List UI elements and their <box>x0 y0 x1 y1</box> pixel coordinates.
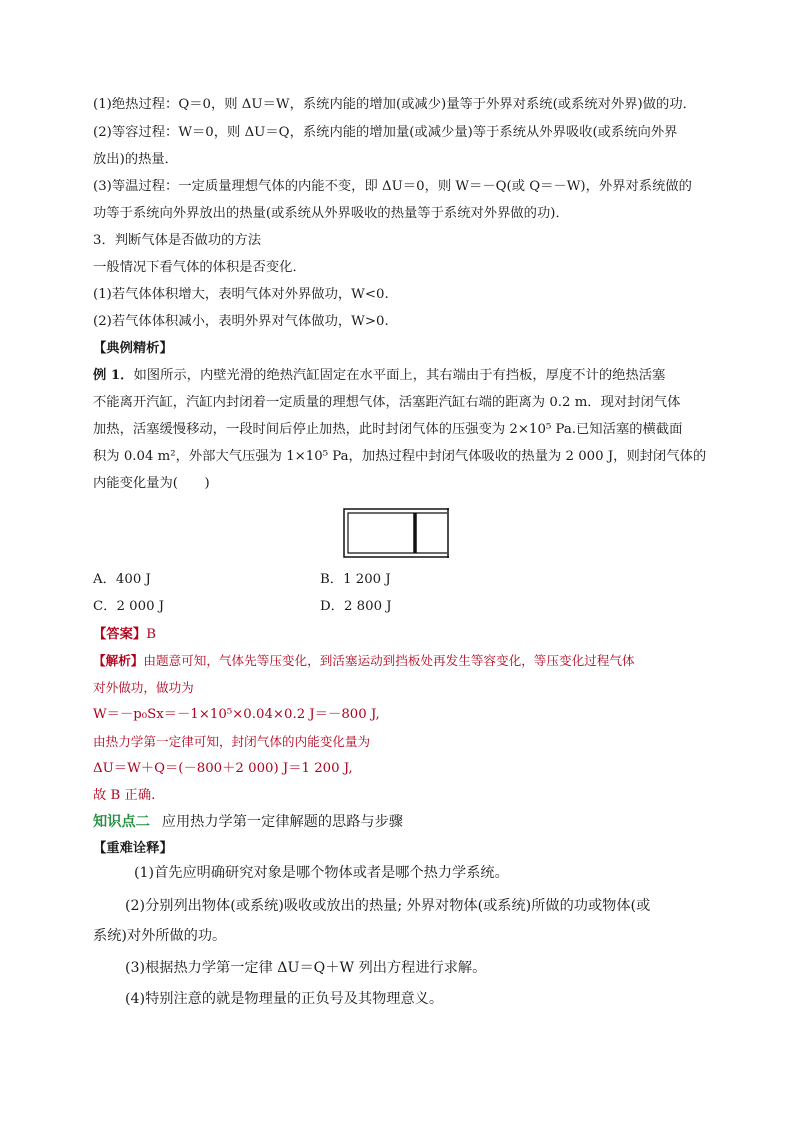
answer-value: B <box>146 627 156 642</box>
cylinder-outer-wall <box>344 509 449 557</box>
analysis-energy-formula: ΔU＝W＋Q＝(－800＋2 000) J＝1 200 J, <box>93 761 353 776</box>
cylinder-piston-figure <box>343 508 449 558</box>
answer-line <box>93 625 704 645</box>
analysis-work-formula: W＝－p₀Sx＝－1×10⁵×0.04×0.2 J＝－800 J, <box>93 707 380 722</box>
answer-label: 【答案】 <box>93 627 147 642</box>
adiabatic-process-text: (1)绝热过程：Q＝0，则 ΔU＝W，系统内能的增加(或减少)量等于外界对系统(或系统对外界)做的功． <box>93 97 696 112</box>
option-b: B．1 200 J <box>320 572 391 587</box>
example-question-line-5: 内能变化量为( ) <box>93 476 210 491</box>
section-2-title: 应用热力学第一定律解题的思路与步骤 <box>161 814 403 830</box>
volume-increase-text: (1)若气体体积增大，表明气体对外界做功，W<0. <box>93 287 389 302</box>
step-4: (4)特别注意的就是物理量的正负号及其物理意义。 <box>125 991 444 1007</box>
analysis-conclusion: 故 B 正确. <box>93 788 156 803</box>
step-3: (3)根据热力学第一定律 ΔU＝Q＋W 列出方程进行求解。 <box>125 960 487 976</box>
volume-decrease-text: (2)若气体体积减小，表明外界对气体做功，W>0. <box>93 314 389 329</box>
section-2-label: 知识点二 <box>93 814 150 830</box>
step-1: (1)首先应明确研究对象是哪个物体或者是哪个热力学系统。 <box>134 865 509 881</box>
example-label: 例 1． <box>93 368 134 383</box>
option-c: C．2 000 J <box>93 599 165 614</box>
example-question-line-3: 加热，活塞缓慢移动，一段时间后停止加热，此时封闭气体的压强变为 2×10⁵ Pa.已知活塞的横截面 <box>93 422 683 437</box>
key-points-header: 【重难诠释】 <box>93 841 173 856</box>
method-heading: 3．判断气体是否做功的方法 <box>93 233 262 248</box>
isothermal-process-text-1: (3)等温过程：一定质量理想气体的内能不变，即 ΔU＝0，则 W＝－Q(或 Q＝－W)，外界对系统做的 <box>93 179 692 194</box>
step-2-line-1: (2)分别列出物体(或系统)吸收或放出的热量; 外界对物体(或系统)所做的功或物体(或 <box>125 898 651 914</box>
example-question-line-4: 积为 0.04 m²，外部大气压强为 1×10⁵ Pa，加热过程中封闭气体吸收的热量为 2 000 J，则封闭气体的 <box>93 449 707 464</box>
step-2-line-2: 系统)对外所做的功。 <box>93 928 227 944</box>
analysis-text-1: 由题意可知，气体先等压变化，到活塞运动到挡板处再发生等容变化，等压变化过程气体 <box>143 653 635 668</box>
analysis-label: 【解析】 <box>93 653 144 668</box>
option-d: D．2 800 J <box>320 599 392 614</box>
example-question-line-1 <box>93 366 704 386</box>
example-question-line-2: 不能离开汽缸，汽缸内封闭着一定质量的理想气体，活塞距汽缸右端的距离为 0.2 m．现对封闭气体 <box>93 395 681 410</box>
isothermal-process-text-2: 功等于系统向外界放出的热量(或系统从外界吸收的热量等于系统对外界做的功)． <box>93 206 569 221</box>
section-2-heading <box>93 812 704 832</box>
isochoric-process-text-1: (2)等容过程：W＝0，则 ΔU＝Q，系统内能的增加量(或减少量)等于系统从外界吸收(或系统向外界 <box>93 125 678 140</box>
isochoric-process-text-2: 放出)的热量． <box>93 152 178 167</box>
example-header: 【典例精析】 <box>93 341 173 356</box>
method-intro: 一般情况下看气体的体积是否变化． <box>93 260 306 275</box>
analysis-line-2: 对外做功，做功为 <box>93 680 194 695</box>
example-text-1: 如图所示，内壁光滑的绝热汽缸固定在水平面上，其右端由于有挡板，厚度不计的绝热活塞 <box>133 368 666 383</box>
analysis-line-1 <box>93 651 704 671</box>
option-a: A．400 J <box>93 572 151 587</box>
analysis-line-4: 由热力学第一定律可知，封闭气体的内能变化量为 <box>93 734 371 749</box>
cylinder-inner-wall <box>348 513 447 553</box>
